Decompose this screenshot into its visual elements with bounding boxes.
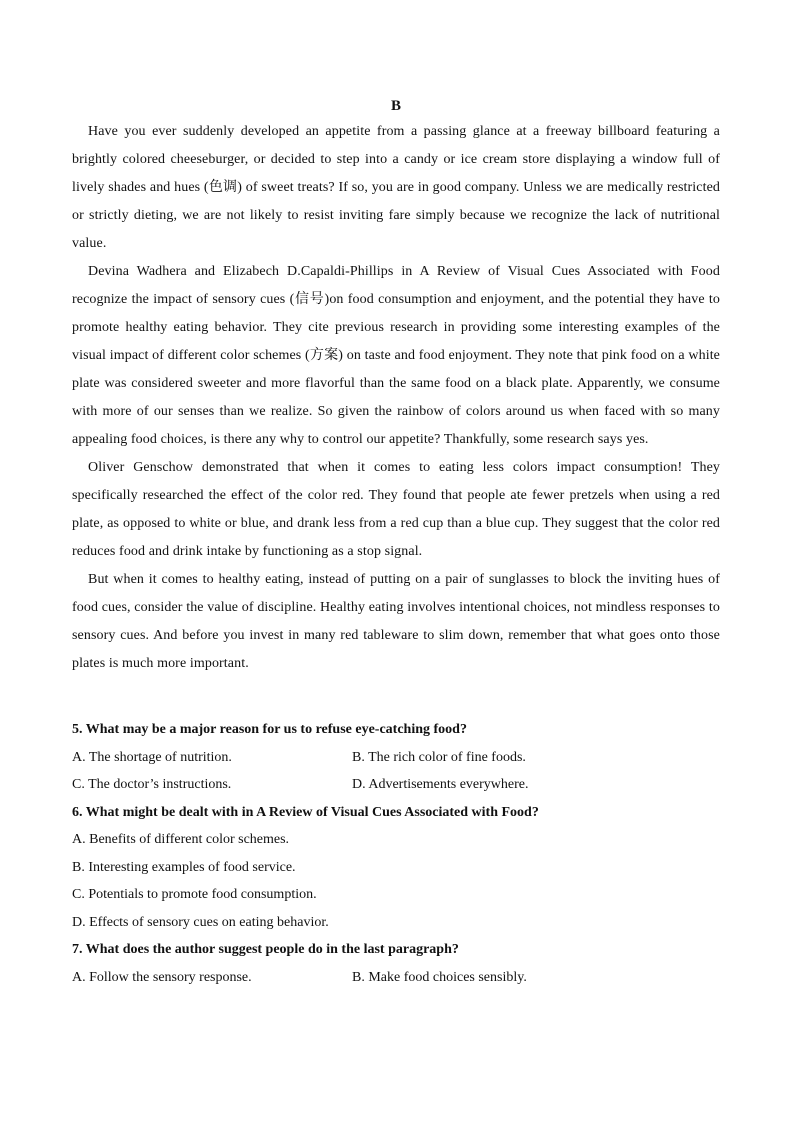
- passage-paragraph-2: Devina Wadhera and Elizabech D.Capaldi-Phillips in A Review of Visual Cues Associated with Food recognize the impact of sensory cues (信号)on food consumption and enjoyment, and the potential they have to promote healthy eating behavior. They cite previous research in providing some interesting examples of the visual impact of different color schemes (方案) on taste and food enjoyment. They note that pink food on a white plate was considered sweeter and more flavorful than the same food on a black plate. Apparently, we consume with more of our senses than we realize. So given the rainbow of colors around us when faced with so many appealing food choices, is there any why to control our appetite? Thankfully, some research says yes.: [72, 264, 720, 447]
- question-5-options-row-1: [72, 744, 720, 772]
- passage-paragraph-3: Oliver Genschow demonstrated that when it comes to eating less colors impact consumption! They specifically researched the effect of the color red. They found that people ate fewer pretzels when using a red plate, as opposed to white or blue, and drank less from a red cup than a blue cup. They suggest that the color red reduces food and drink intake by functioning as a stop signal.: [72, 460, 720, 559]
- question-6-option-c: C. Potentials to promote food consumption.: [72, 887, 317, 902]
- question-7-option-b: B. Make food choices sensibly.: [352, 969, 527, 985]
- passage-paragraph-1: Have you ever suddenly developed an appetite from a passing glance at a freeway billboard featuring a brightly colored cheeseburger, or decided to step into a candy or ice cream store displaying a window full of lively shades and hues (色调) of sweet treats? If so, you are in good company. Unless we are medically restricted or strictly dieting, we are not likely to resist inviting fare simply because we recognize the lack of nutritional value.: [72, 124, 720, 251]
- question-5-option-b: B. The rich color of fine foods.: [352, 749, 526, 765]
- question-5-option-a: A. The shortage of nutrition.: [72, 749, 232, 765]
- questions-section: [72, 716, 720, 991]
- question-5-option-d: D. Advertisements everywhere.: [352, 777, 529, 792]
- section-title: B: [390, 98, 401, 114]
- question-6: [72, 799, 720, 937]
- question-7-stem: 7. What does the author suggest people do in the last paragraph?: [72, 942, 459, 957]
- question-6-option-d: D. Effects of sensory cues on eating behavior.: [72, 914, 329, 930]
- document-page: [72, 96, 720, 991]
- question-7: [72, 936, 720, 991]
- question-5-options-row-2: [72, 771, 720, 799]
- reading-passage: [72, 118, 720, 678]
- question-6-option-b: B. Interesting examples of food service.: [72, 859, 296, 875]
- question-5: [72, 716, 720, 799]
- question-6-stem: 6. What might be dealt with in A Review of Visual Cues Associated with Food?: [72, 804, 539, 820]
- question-7-options-row-1: [72, 964, 720, 992]
- passage-paragraph-4: But when it comes to healthy eating, instead of putting on a pair of sunglasses to block the inviting hues of food cues, consider the value of discipline. Healthy eating involves intentional choices, not mindless responses to sensory cues. And before you invest in many red tableware to slim down, remember that what goes onto those plates is much more important.: [72, 572, 720, 671]
- question-6-option-a: A. Benefits of different color schemes.: [72, 832, 290, 847]
- question-5-stem: 5. What may be a major reason for us to refuse eye-catching food?: [72, 722, 467, 737]
- question-5-option-c: C. The doctor’s instructions.: [72, 777, 232, 792]
- question-7-option-a: A. Follow the sensory response.: [72, 969, 252, 985]
